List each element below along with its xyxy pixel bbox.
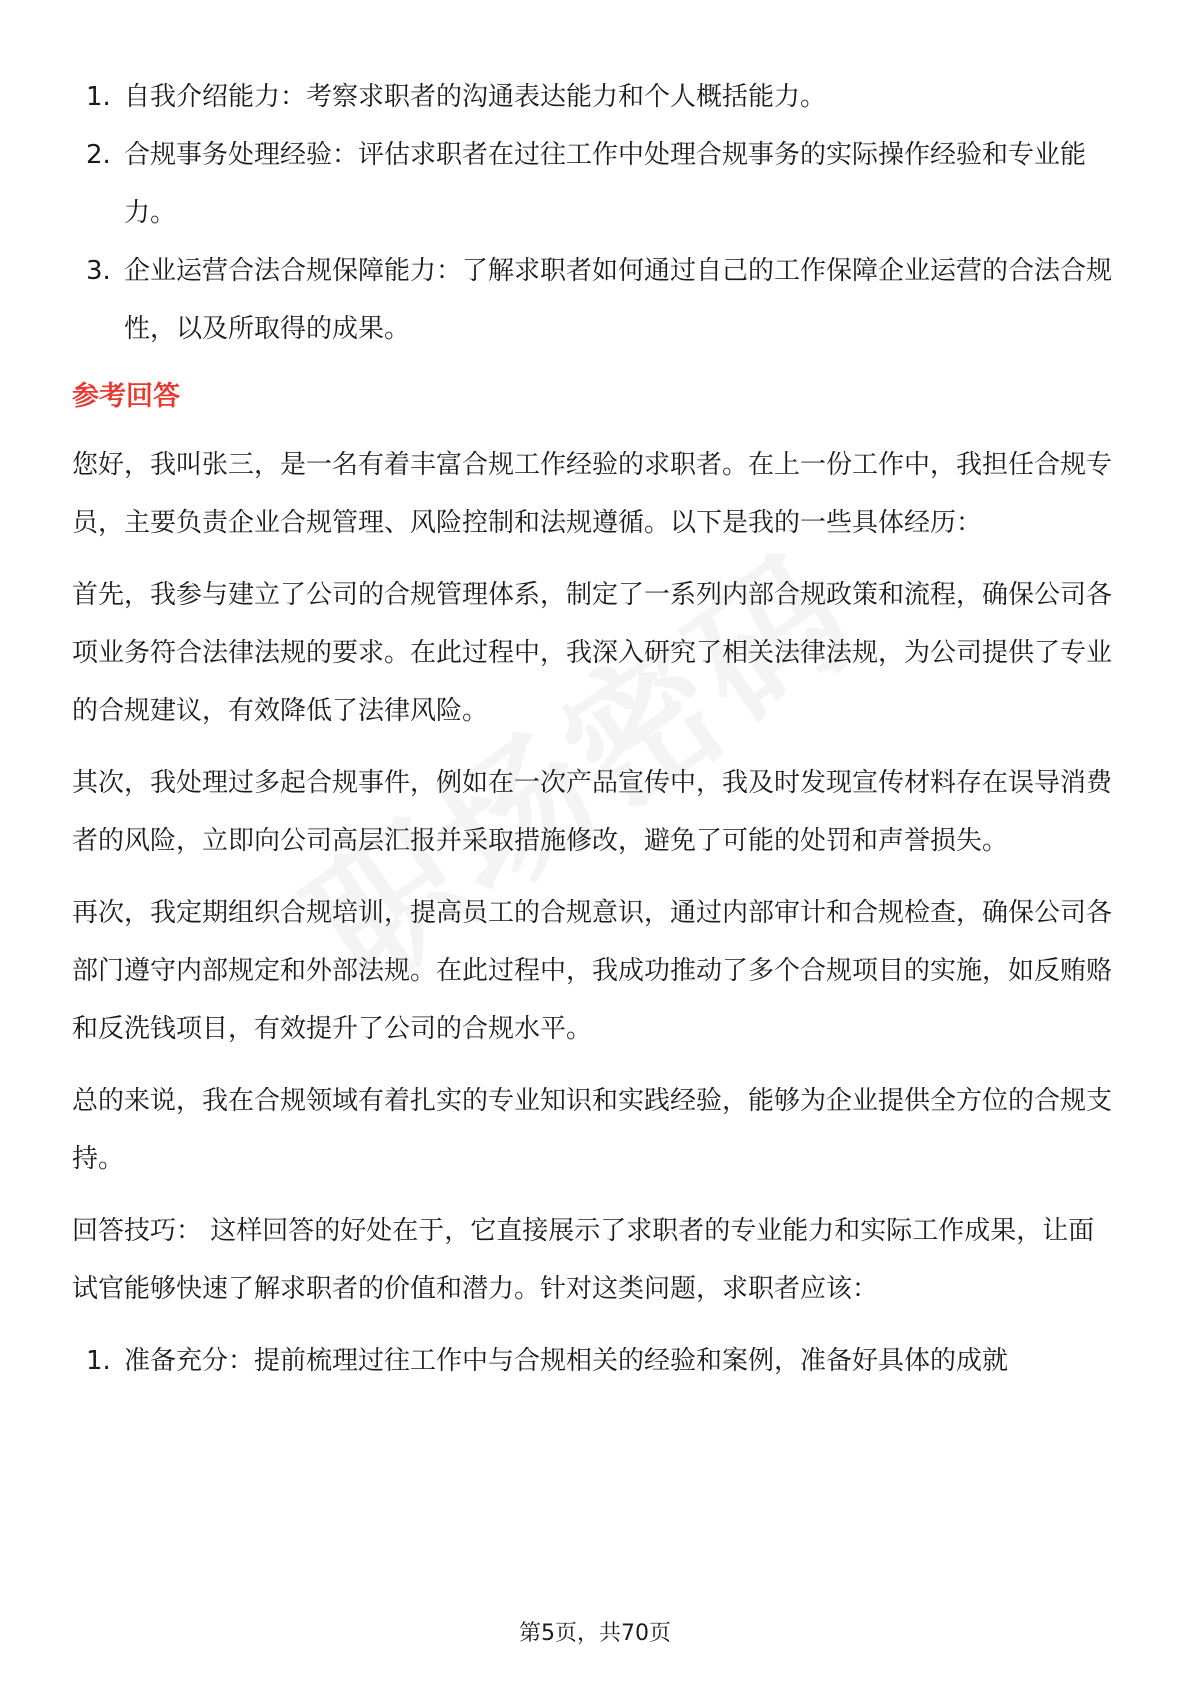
page-content [72, 68, 1118, 1390]
paragraph: 其次，我处理过多起合规事件，例如在一次产品宣传中，我及时发现宣传材料存在误导消费者的风险，立即向公司高层汇报并采取措施修改，避免了可能的处罚和声誉损失。 [72, 768, 1113, 856]
list-item-number: 1. [86, 82, 111, 112]
list-item [72, 1332, 1118, 1390]
paragraph: 再次，我定期组织合规培训，提高员工的合规意识，通过内部审计和合规检查，确保公司各部门遵守内部规定和外部法规。在此过程中，我成功推动了多个合规项目的实施，如反贿赂和反洗钱项目，有效提升了公司的合规水平。 [72, 898, 1113, 1044]
list-item-number: 3. [86, 256, 111, 286]
paragraph: 您好，我叫张三，是一名有着丰富合规工作经验的求职者。在上一份工作中，我担任合规专员，主要负责企业合规管理、风险控制和法规遵循。以下是我的一些具体经历： [72, 450, 1113, 538]
list-item-number: 2. [86, 140, 111, 170]
intro-list [72, 68, 1118, 358]
list-item [72, 242, 1118, 358]
paragraph: 首先，我参与建立了公司的合规管理体系，制定了一系列内部合规政策和流程，确保公司各项业务符合法律法规的要求。在此过程中，我深入研究了相关法律法规，为公司提供了专业的合规建议，有效降低了法律风险。 [72, 580, 1113, 726]
list-item-text: 准备充分：提前梳理过往工作中与合规相关的经验和案例，准备好具体的成就 [124, 1346, 1009, 1376]
page-footer: 第5页，共70页 [519, 1621, 671, 1646]
tips-list [72, 1332, 1118, 1390]
list-item-text: 合规事务处理经验：评估求职者在过往工作中处理合规事务的实际操作经验和专业能力。 [124, 140, 1087, 228]
paragraph: 总的来说，我在合规领域有着扎实的专业知识和实践经验，能够为企业提供全方位的合规支持。 [72, 1086, 1113, 1174]
list-item [72, 68, 1118, 126]
list-item [72, 126, 1118, 242]
list-item-number: 1. [86, 1346, 111, 1376]
list-item-text: 自我介绍能力：考察求职者的沟通表达能力和个人概括能力。 [124, 82, 827, 112]
section-heading: 参考回答 [72, 381, 180, 412]
list-item-text: 企业运营合法合规保障能力：了解求职者如何通过自己的工作保障企业运营的合法合规性，以及所取得的成果。 [124, 256, 1113, 344]
paragraph: 回答技巧： 这样回答的好处在于，它直接展示了求职者的专业能力和实际工作成果，让面试官能够快速了解求职者的价值和潜力。针对这类问题，求职者应该： [72, 1216, 1095, 1304]
